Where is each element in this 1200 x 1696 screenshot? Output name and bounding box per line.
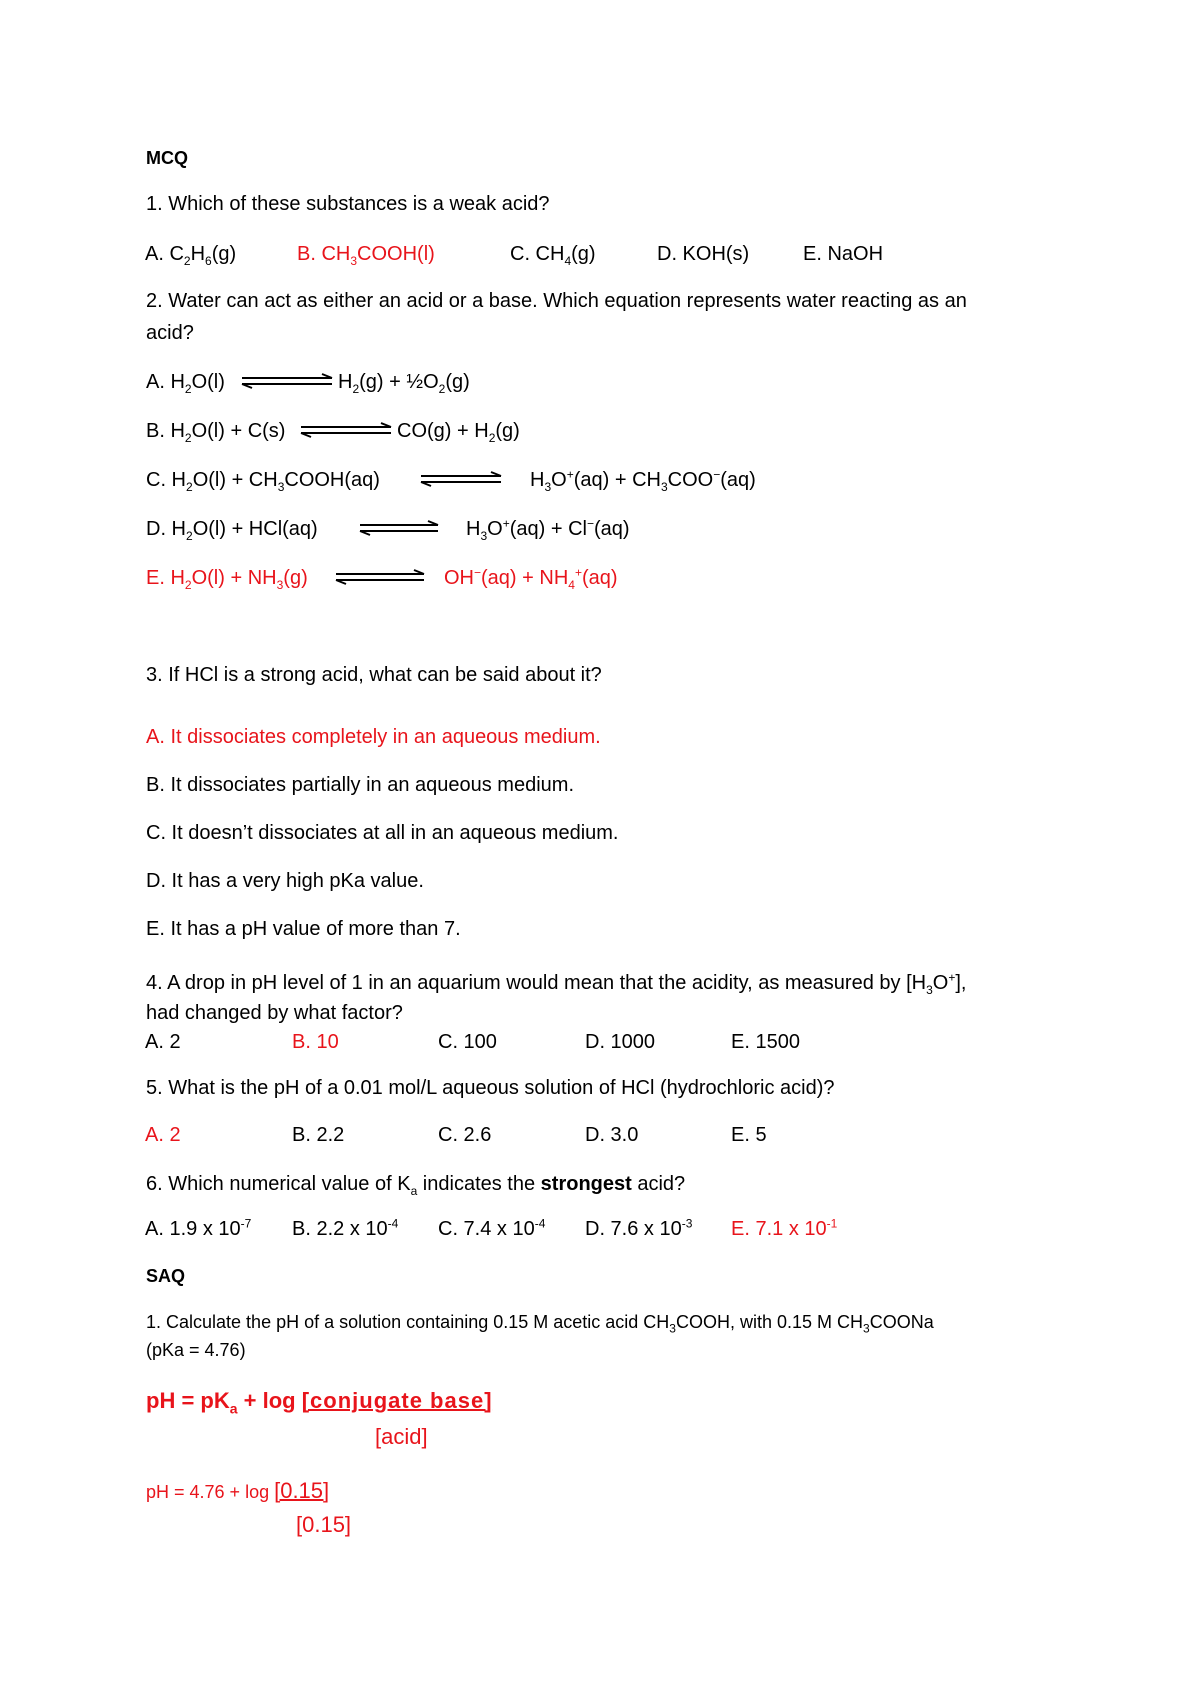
q2-option-a-reactants: A. $H_2O(l)$ (146, 371, 225, 396)
q1-stem: 1. Which of these substances is a weak acid? (146, 193, 550, 215)
q5-option-c: C. 2.6 (438, 1124, 492, 1146)
q2-stem-line1: 2. Water can act as either an acid or a base. Which equation represents water reacting as an (146, 290, 967, 312)
formula-numerator: [conjugate base] (301, 1388, 493, 1413)
equilibrium-arrow-icon (242, 374, 334, 388)
equilibrium-arrow-icon (421, 472, 503, 486)
q2-option-a-products: $H_2(g)$ + $\frac{1}{2}O_2(g)$ (338, 371, 470, 396)
q4-option-a: A. 2 (145, 1031, 181, 1053)
q2-option-b-products: $CO(g) + H_2(g)$ (397, 420, 520, 445)
q1-option-a: A. $C_2H_6(g)$ (145, 243, 237, 268)
saq1-stem-line2: (pKa = 4.76) (146, 1340, 246, 1360)
saq-heading: SAQ (146, 1266, 186, 1286)
equilibrium-arrow-icon (301, 423, 393, 437)
q5-option-b: B. 2.2 (292, 1124, 345, 1146)
q3-option-e: E. It has a pH value of more than 7. (146, 918, 461, 940)
q6-option-b: B. 2.2 x $10^{-4}$ (292, 1216, 399, 1240)
q6-option-d: D. 7.6 x $10^{-3}$ (585, 1216, 693, 1240)
q6-stem: 6. Which numerical value of $K_a$ indicates the strongest acid? (146, 1173, 686, 1198)
q5-option-a-answer: A. 2 (145, 1124, 181, 1146)
saq1-stem-line1: 1. Calculate the pH of a solution containing 0.15 M acetic acid $CH_3COOH$, with 0.15 M $CH_3COONa$ (146, 1312, 934, 1336)
q2-option-d-products: $H_3O^+(aq) + Cl^-(aq)$ (466, 516, 630, 543)
q6-option-a: A. 1.9 x $10^{-7}$ (145, 1216, 252, 1240)
q2-option-c-products: $H_3O^+(aq) + CH_3COO^-(aq)$ (530, 467, 756, 494)
henderson-hasselbalch-formula: pH = $pK_a + \log$ [conjugate base] (146, 1388, 493, 1417)
q6-option-c: C. 7.4 x $10^{-4}$ (438, 1216, 546, 1240)
q3-stem: 3. If HCl is a strong acid, what can be said about it? (146, 664, 602, 686)
calculation-numerator: [0.15] (274, 1478, 330, 1503)
q4-option-c: C. 100 (438, 1031, 497, 1053)
q1-option-b-answer: B. $CH_3COOH(l)$ (297, 243, 435, 268)
q4-option-d: D. 1000 (585, 1031, 656, 1053)
equilibrium-arrow-icon (360, 521, 440, 535)
q2-option-b-reactants: B. $H_2O(l) + C(s)$ (146, 420, 286, 445)
q1-option-c: C. $CH_4(g)$ (510, 243, 596, 268)
q5-stem: 5. What is the pH of a 0.01 mol/L aqueous solution of HCl (hydrochloric acid)? (146, 1077, 835, 1099)
q4-option-e: E. 1500 (731, 1031, 800, 1053)
q2-option-e-products-answer: $OH^-(aq) + NH_4^+(aq)$ (444, 565, 618, 592)
calculation-line: pH = 4.76 + log [0.15] (146, 1478, 330, 1503)
formula-denominator: [acid] (375, 1424, 428, 1449)
q2-option-c-reactants: C. $H_2O(l)$ + $CH_3COOH(aq)$ (146, 469, 380, 494)
q4-option-b-answer: B. 10 (292, 1031, 339, 1053)
q4-stem-line1: 4. A drop in pH level of 1 in an aquarium would mean that the acidity, as measured by $[H_3O^+]$, (146, 970, 967, 997)
q3-option-d: D. It has a very high pKa value. (146, 870, 424, 892)
q2-stem-line2: acid? (146, 322, 194, 344)
q5-option-e: E. 5 (731, 1124, 767, 1146)
q3-option-b: B. It dissociates partially in an aqueous medium. (146, 774, 574, 796)
q5-option-d: D. 3.0 (585, 1124, 639, 1146)
q1-option-d: D. KOH(s) (657, 243, 750, 265)
q3-option-c: C. It doesn’t dissociates at all in an aqueous medium. (146, 822, 619, 844)
mcq-heading: MCQ (146, 148, 188, 168)
q6-option-e-answer: E. 7.1 x $10^{-1}$ (731, 1216, 838, 1240)
equilibrium-arrow-icon (336, 570, 426, 584)
q1-option-e: E. NaOH (803, 243, 884, 265)
q4-stem-line2: had changed by what factor? (146, 1002, 403, 1024)
q2-option-d-reactants: D. $H_2O(l) + HCl(aq)$ (146, 518, 318, 543)
calculation-denominator: [0.15] (296, 1512, 352, 1537)
q2-option-e-reactants-answer: E. $H_2O(l) + NH_3(g)$ (146, 567, 308, 592)
q3-option-a-answer: A. It dissociates completely in an aqueous medium. (146, 726, 601, 748)
